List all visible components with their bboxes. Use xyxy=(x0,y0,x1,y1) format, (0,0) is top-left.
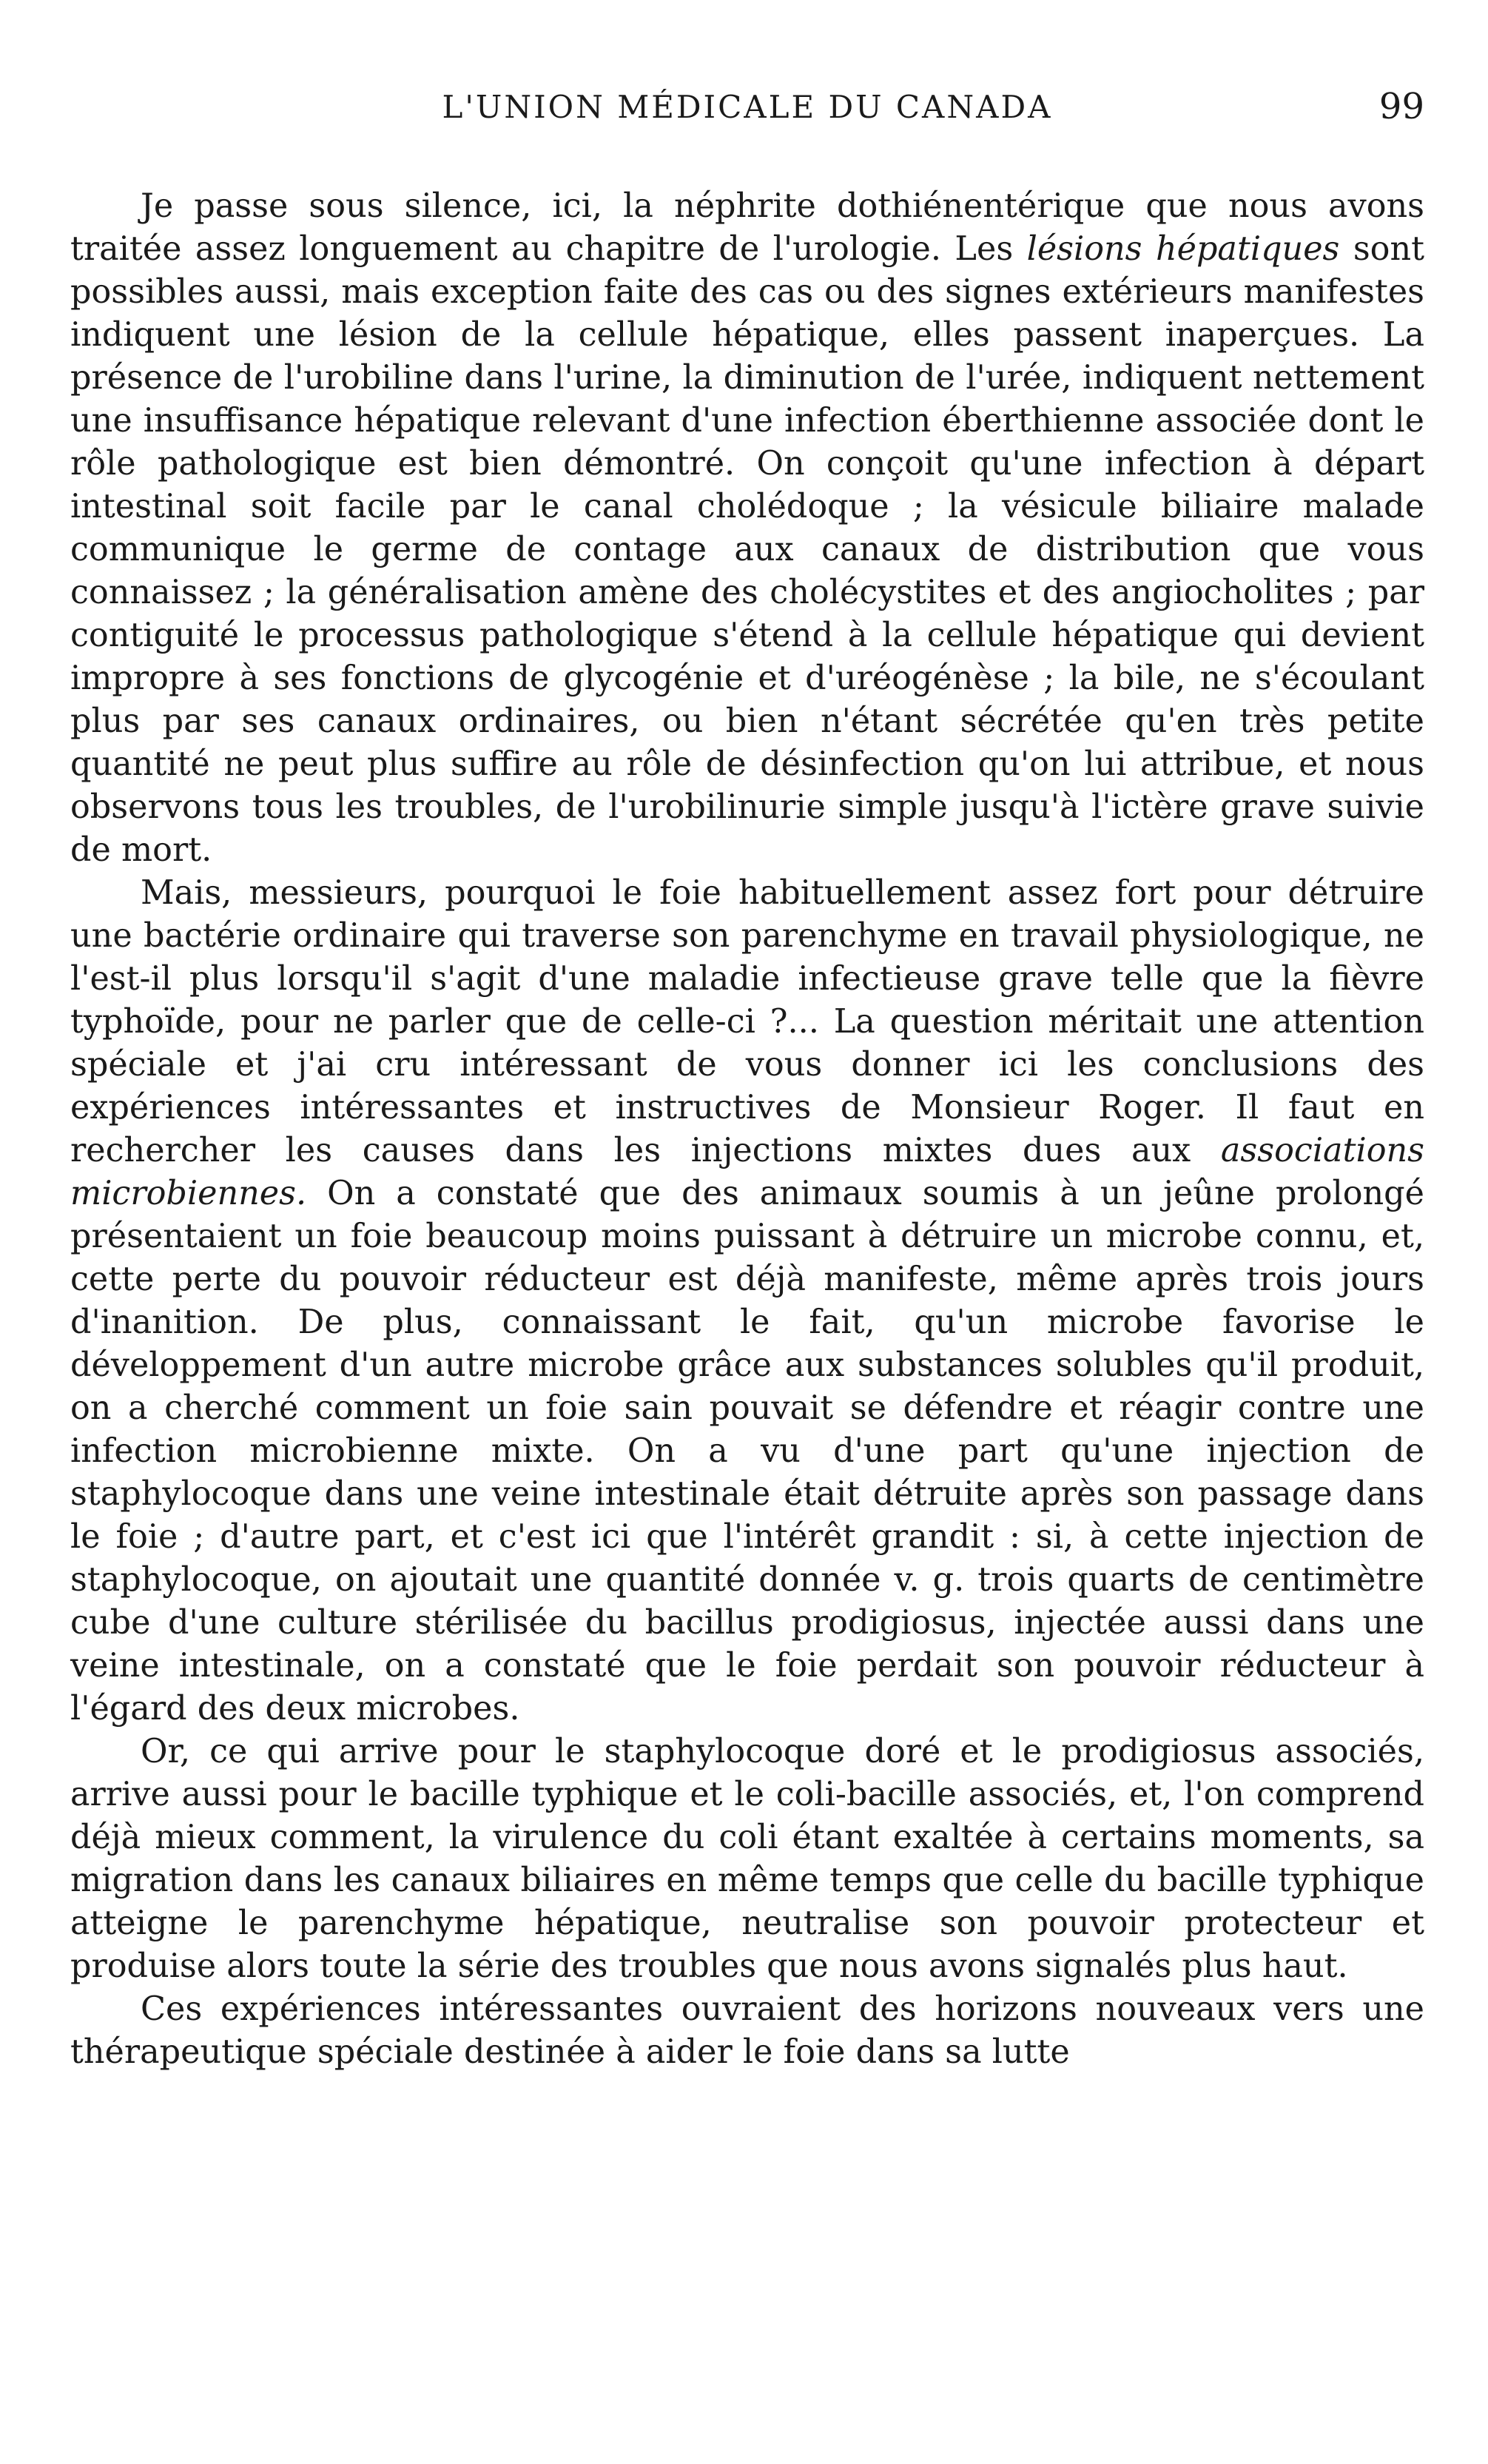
paragraph-4 xyxy=(70,1988,1424,2074)
paragraph-1-text-2: sont possibles aussi, mais exception faite des cas ou des signes extérieurs manifestes indiquent une lésion de la cellule hépatique, elles passent inaperçues. La présence de l'urobiline dans l'urine, la diminution de l'urée, indiquent nettement une insuffisance hépatique relevant d'une infection éberthienne associée dont le rôle pathologique est bien démontré. On conçoit qu'une infection à départ intestinal soit facile par le canal cholédoque ; la vésicule biliaire malade communique le germe de contage aux canaux de distribution que vous connaissez ; la généralisation amène des cholécystites et des angiocholites ; par contiguité le processus pathologique s'étend à la cellule hépatique qui devient impropre à ses fonctions de glycogénie et d'uréogénèse ; la bile, ne s'écoulant plus par ses canaux ordinaires, ou bien n'étant sécrétée qu'en très petite quantité ne peut plus suffire au rôle de désinfection qu'on lui attribue, et nous observons tous les troubles, de l'urobilinurie simple jusqu'à l'ictère grave suivie de mort. xyxy=(70,230,1424,869)
page-number: 99 xyxy=(1378,86,1424,127)
paragraph-2-text-2: On a constaté que des animaux soumis à un jeûne prolongé présentaient un foie beaucoup moins puissant à détruire un microbe connu, et, cette perte du pouvoir réducteur est déjà manifeste, même après trois jours d'inanition. De plus, connaissant le fait, qu'un microbe favorise le développement d'un autre microbe grâce aux substances solubles qu'il produit, on a cherché comment un foie sain pouvait se défendre et réagir contre une infection microbienne mixte. On a vu d'une part qu'une injection de staphylocoque dans une veine intestinale était détruite après son passage dans le foie ; d'autre part, et c'est ici que l'intérêt grandit : si, à cette injection de staphylocoque, on ajoutait une quantité donnée v. g. trois quarts de centimètre cube d'une culture stérilisée du bacillus prodigiosus, injectée aussi dans une veine intestinale, on a constaté que le foie perdait son pouvoir réducteur à l'égard des deux microbes. xyxy=(70,1175,1424,1728)
paragraph-2 xyxy=(70,872,1424,1730)
paragraph-1-text-1: Je passe sous silence, ici, la néphrite dothiénentérique que nous avons traitée assez longuement au chapitre de l'urologie. Les xyxy=(70,187,1424,268)
paragraph-1 xyxy=(70,185,1424,872)
running-title: L'UNION MÉDICALE DU CANADA xyxy=(442,89,1053,125)
paragraph-4-text: Ces expériences intéressantes ouvraient des horizons nouveaux vers une thérapeutique spéciale destinée à aider le foie dans sa lutte xyxy=(70,1990,1424,2071)
paragraph-3 xyxy=(70,1730,1424,1988)
paragraph-2-italic: associations microbiennes. xyxy=(70,1132,1424,1212)
paragraph-2-text-1: Mais, messieurs, pourquoi le foie habituellement assez fort pour détruire une bactérie ordinaire qui traverse son parenchyme en travail physiologique, ne l'est-il plus lorsqu'il s'agit d'une maladie infectieuse grave telle que la fièvre typhoïde, pour ne parler que de celle-ci ?... La question méritait une attention spéciale et j'ai cru intéressant de vous donner ici les conclusions des expériences intéressantes et instructives de Monsieur Roger. Il faut en rechercher les causes dans les injections mixtes dues aux xyxy=(70,874,1424,1169)
paragraph-1-italic: lésions hépatiques xyxy=(1026,230,1340,268)
paragraph-3-text: Or, ce qui arrive pour le staphylocoque doré et le prodigiosus associés, arrive aussi pour le bacille typhique et le coli-bacille associés, et, l'on comprend déjà mieux comment, la virulence du coli étant exaltée à certains moments, sa migration dans les canaux biliaires en même temps que celle du bacille typhique atteigne le parenchyme hépatique, neutralise son pouvoir protecteur et produise alors toute la série des troubles que nous avons signalés plus haut. xyxy=(70,1733,1424,1985)
page-header xyxy=(70,86,1424,141)
document-page xyxy=(70,86,1424,2074)
